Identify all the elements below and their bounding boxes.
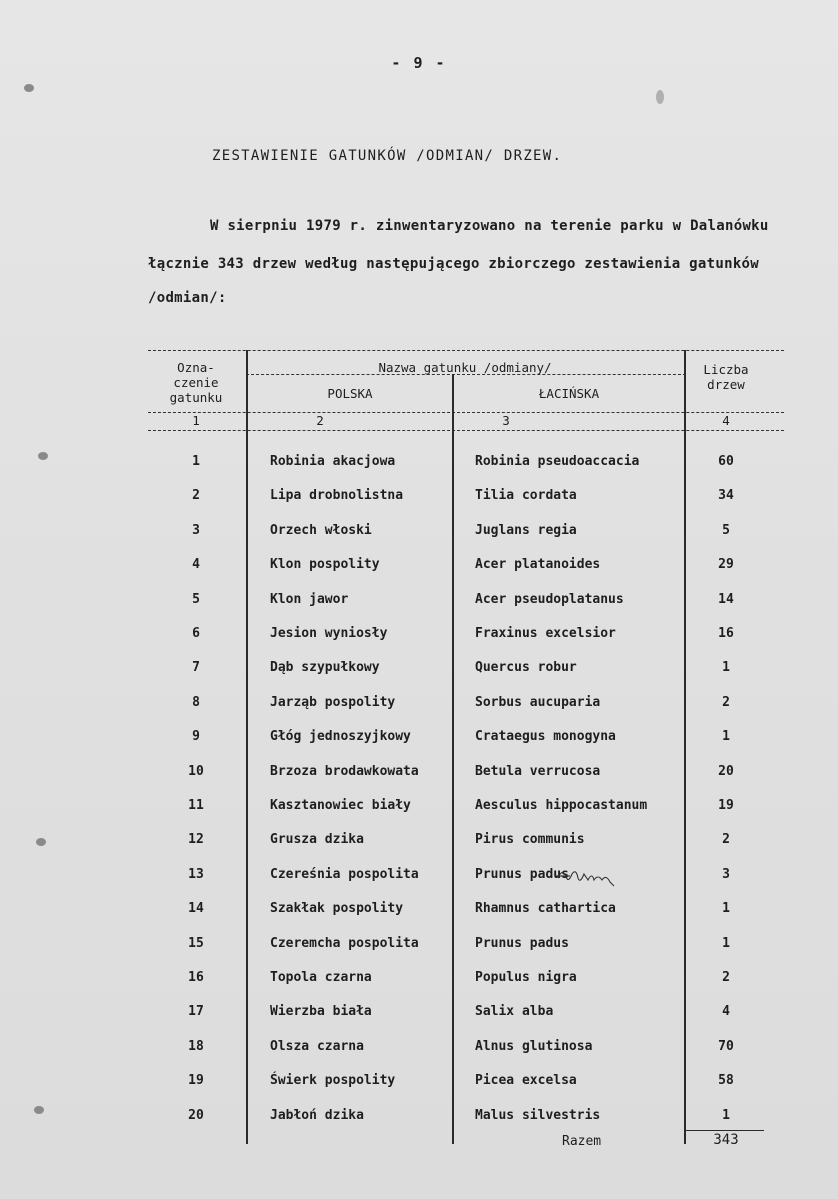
tree-count: 60 <box>718 454 734 469</box>
polish-name: Głóg jednoszyjkowy <box>270 729 411 744</box>
header-name-group: Nazwa gatunku /odmiany/ <box>378 360 552 375</box>
tree-count: 14 <box>718 592 734 607</box>
latin-name: Acer platanoides <box>475 557 601 572</box>
punch-hole <box>34 1106 44 1114</box>
row-number: 5 <box>192 592 200 607</box>
latin-name: Robinia pseudoaccacia <box>475 454 640 469</box>
polish-name: Olsza czarna <box>270 1039 364 1054</box>
row-number: 9 <box>192 729 200 744</box>
row-number: 13 <box>188 867 204 882</box>
latin-name: Quercus robur <box>475 660 577 675</box>
column-number-3: 3 <box>502 413 510 428</box>
tree-count: 1 <box>722 936 730 951</box>
total-cell-rule <box>684 1130 764 1131</box>
latin-name: Salix alba <box>475 1004 554 1019</box>
page-number: - 9 - <box>391 54 447 72</box>
polish-name: Dąb szypułkowy <box>270 660 380 675</box>
latin-name: Acer pseudoplatanus <box>475 592 624 607</box>
polish-name: Brzoza brodawkowata <box>270 764 419 779</box>
latin-name: Crataegus monogyna <box>475 729 616 744</box>
tree-count: 1 <box>722 901 730 916</box>
tree-count: 1 <box>722 1108 730 1123</box>
polish-name: Robinia akacjowa <box>270 454 396 469</box>
table-top-rule <box>148 350 784 351</box>
polish-name: Jesion wyniosły <box>270 626 388 641</box>
column-numbers-rule <box>148 430 784 431</box>
total-value: 343 <box>713 1132 739 1148</box>
polish-name: Świerk pospolity <box>270 1073 396 1088</box>
polish-name: Lipa drobnolistna <box>270 488 404 503</box>
punch-hole <box>656 90 664 104</box>
latin-name: Pirus communis <box>475 832 585 847</box>
latin-name: Betula verrucosa <box>475 764 601 779</box>
row-number: 18 <box>188 1039 204 1054</box>
latin-name: Populus nigra <box>475 970 577 985</box>
row-number: 16 <box>188 970 204 985</box>
polish-name: Wierzba biała <box>270 1004 372 1019</box>
latin-name: Prunus padus <box>475 936 569 951</box>
polish-name: Czereśnia pospolita <box>270 867 419 882</box>
row-number: 11 <box>188 798 204 813</box>
punch-hole <box>36 838 46 846</box>
latin-name: Fraxinus excelsior <box>475 626 616 641</box>
tree-count: 19 <box>718 798 734 813</box>
tree-count: 5 <box>722 523 730 538</box>
tree-count: 2 <box>722 970 730 985</box>
handwritten-scribble <box>556 866 616 888</box>
punch-hole <box>38 452 48 460</box>
punch-hole <box>24 84 34 92</box>
row-number: 10 <box>188 764 204 779</box>
polish-name: Czeremcha pospolita <box>270 936 419 951</box>
row-number: 19 <box>188 1073 204 1088</box>
column-number-2: 2 <box>316 413 324 428</box>
row-number: 15 <box>188 936 204 951</box>
header-count: Liczba drzew <box>703 362 749 392</box>
row-number: 2 <box>192 488 200 503</box>
latin-name: Malus silvestris <box>475 1108 601 1123</box>
intro-line-3: /odmian/: <box>148 290 227 306</box>
latin-name: Rhamnus cathartica <box>475 901 616 916</box>
column-number-1: 1 <box>192 413 200 428</box>
document-title: ZESTAWIENIE GATUNKÓW /ODMIAN/ DRZEW. <box>212 148 563 164</box>
row-number: 6 <box>192 626 200 641</box>
row-number: 12 <box>188 832 204 847</box>
polish-name: Kasztanowiec biały <box>270 798 411 813</box>
intro-line-1: W sierpniu 1979 r. zinwentaryzowano na terenie parku w Dalanówku <box>210 218 769 234</box>
polish-name: Jarząb pospolity <box>270 695 396 710</box>
column-divider-3 <box>684 350 686 1144</box>
latin-name: Aesculus hippocastanum <box>475 798 648 813</box>
polish-name: Klon pospolity <box>270 557 380 572</box>
tree-count: 70 <box>718 1039 734 1054</box>
tree-count: 29 <box>718 557 734 572</box>
latin-name: Alnus glutinosa <box>475 1039 593 1054</box>
polish-name: Topola czarna <box>270 970 372 985</box>
tree-count: 2 <box>722 832 730 847</box>
polish-name: Jabłoń dzika <box>270 1108 364 1123</box>
header-designation: Ozna- czenie gatunku <box>169 360 223 405</box>
latin-name: Prunus padus <box>475 867 569 882</box>
latin-name: Juglans regia <box>475 523 577 538</box>
column-divider-1 <box>246 350 248 1144</box>
tree-count: 4 <box>722 1004 730 1019</box>
tree-count: 20 <box>718 764 734 779</box>
tree-count: 58 <box>718 1073 734 1088</box>
intro-line-2: łącznie 343 drzew według następującego zbiorczego zestawienia gatunków <box>148 256 760 272</box>
row-number: 20 <box>188 1108 204 1123</box>
tree-count: 34 <box>718 488 734 503</box>
row-number: 17 <box>188 1004 204 1019</box>
header-polish: POLSKA <box>327 386 373 401</box>
row-number: 4 <box>192 557 200 572</box>
tree-count: 1 <box>722 729 730 744</box>
polish-name: Grusza dzika <box>270 832 364 847</box>
latin-name: Picea excelsa <box>475 1073 577 1088</box>
row-number: 1 <box>192 454 200 469</box>
total-label: Razem <box>562 1134 602 1149</box>
column-number-4: 4 <box>722 413 730 428</box>
header-latin: ŁACIŃSKA <box>538 386 600 401</box>
tree-count: 3 <box>722 867 730 882</box>
polish-name: Szakłak pospolity <box>270 901 404 916</box>
row-number: 3 <box>192 523 200 538</box>
tree-count: 16 <box>718 626 734 641</box>
row-number: 7 <box>192 660 200 675</box>
row-number: 8 <box>192 695 200 710</box>
latin-name: Sorbus aucuparia <box>475 695 601 710</box>
latin-name: Tilia cordata <box>475 488 577 503</box>
tree-count: 1 <box>722 660 730 675</box>
polish-name: Orzech włoski <box>270 523 372 538</box>
row-number: 14 <box>188 901 204 916</box>
polish-name: Klon jawor <box>270 592 349 607</box>
tree-count: 2 <box>722 695 730 710</box>
column-divider-2 <box>452 374 454 1144</box>
